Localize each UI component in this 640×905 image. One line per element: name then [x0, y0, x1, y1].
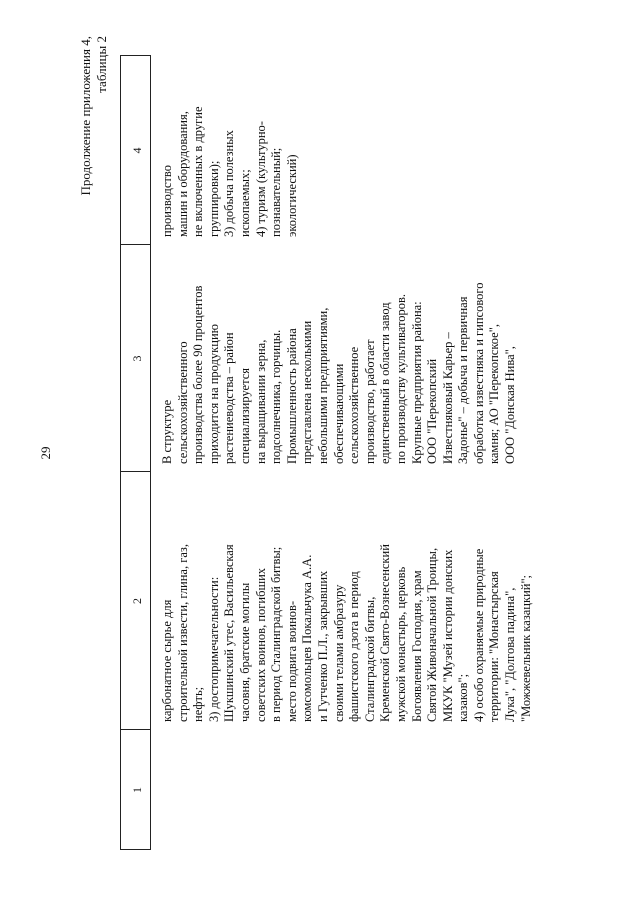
cell-col2: карбонатное сырье для строительной извести, глина, газ, нефть; 3) достопримечательности: Шукшинский утес, Васильевская часовня, братские могилы советских воинов, погибших в период Сталинградской битвы; место подвига воинов- комсомольцев Покальчука А.А. и Гутченко П.Л., закрывших своими телами амбразуру фашистского дзота в период Сталинградской битвы, Кременской Свято-Вознесенский мужской монастырь, церковь Богоявления Господня, храм Святой Живоначальной Троицы, МКУК "Музей истории донских казаков"; 4) особо охраняемые природные территории: "Монастырская Лука", "Долгова падина", "Можжевельник казацкий"; — [160, 544, 533, 722]
column-number-2: 2 — [130, 598, 144, 604]
rotated-page — [40, 28, 600, 878]
continuation-line-1: Продолжение приложения 4, — [78, 36, 93, 196]
column-number-1: 1 — [130, 787, 144, 793]
table — [120, 55, 580, 850]
continuation-note — [78, 36, 110, 196]
page-number: 29 — [38, 446, 53, 460]
table-top-rule — [120, 55, 121, 850]
column-number-4: 4 — [130, 147, 144, 154]
cell-col4: производство машин и оборудования, не включенных в другие группировки); 3) добыча полезных ископаемых; 4) туризм (культурно- познавательный; экологический) — [160, 106, 299, 237]
column-number-3: 3 — [130, 355, 144, 362]
table-header-rule — [150, 55, 151, 850]
continuation-line-2: таблицы 2 — [94, 36, 109, 93]
cell-col3: В структуре сельскохозяйственного производства более 90 процентов приходится на продукцию растениеводства – район специализируется на выращивании зерна, подсолнечника, горчицы. Промышленность района представлена несколькими небольшими предприятиями, обеспечивающими сельскохозяйственное производство, работает единственный в области завод по производству культиваторов. Крупные предприятия района: ООО "Перекопский Известняковый Карьер – Задонье" – добыча и первичная обработка известняка и гипсового камня; АО "Перекопское", ООО "Донская Нива", — [160, 282, 518, 464]
